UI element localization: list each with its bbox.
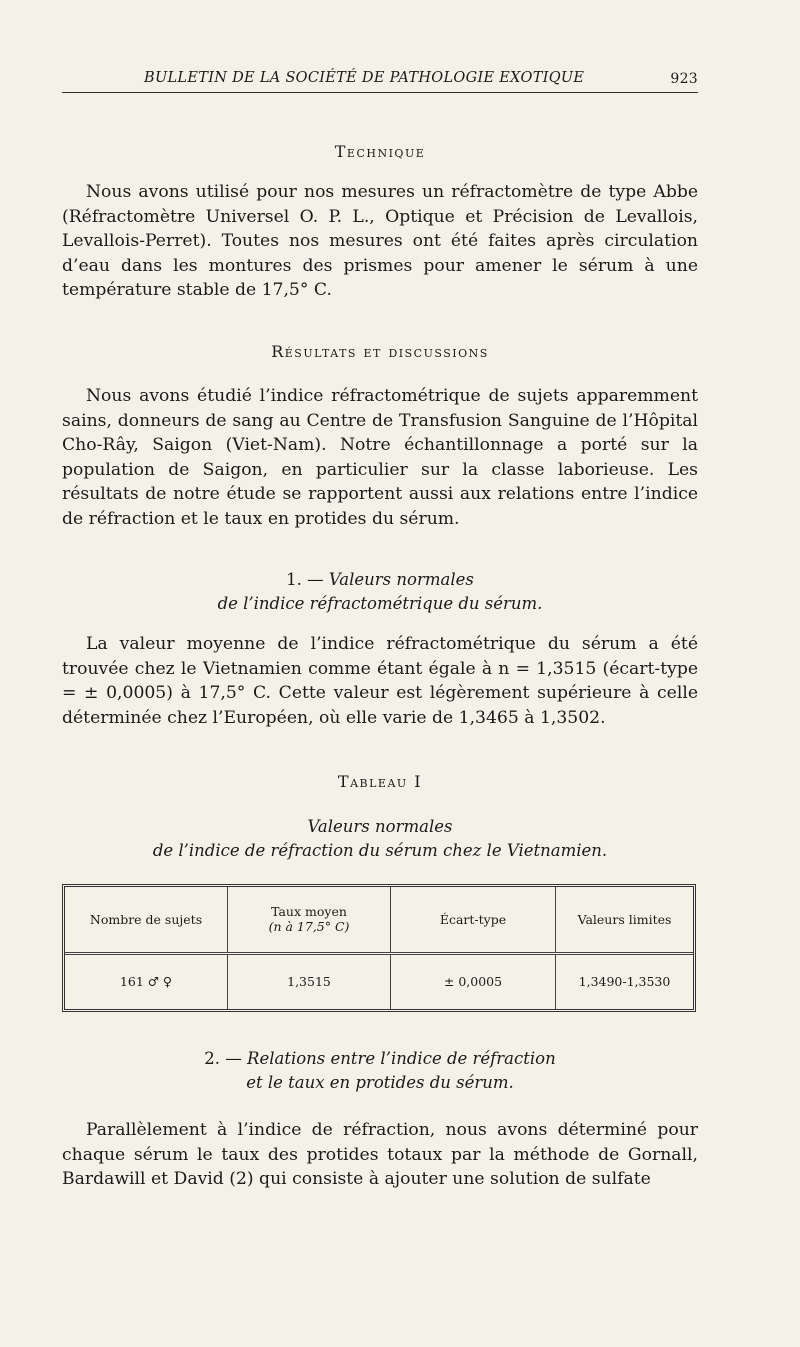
results-heading: Résultats et discussions — [271, 342, 489, 361]
table-caption-line2: de l’indice de réfraction du sérum chez le Vietnamien. — [152, 841, 608, 860]
section2-title-line1: Relations entre l’indice de réfraction — [247, 1049, 556, 1068]
cell-mean: 1,3515 — [228, 953, 391, 1009]
results-paragraph: Nous avons étudié l’indice réfractométrique de sujets apparemment sains, donneurs de sang au Centre de Transfusion Sanguine de l’Hôpital Cho-Rây, Saigon (Viet-Nam). Notre échantillonnage a porté sur la population de Saigon, en particulier sur la classe laborieuse. Les résultats de notre étude se rapportent aussi aux relations entre l’indice de réfraction et le taux en protides du sérum. — [62, 386, 698, 529]
col-mean-label: Taux moyen — [271, 904, 347, 920]
table-caption-line1: Valeurs normales — [307, 817, 453, 836]
section1-title-line2: de l’indice réfractométrique du sérum. — [217, 594, 543, 613]
table-caption — [62, 815, 698, 863]
col-subjects-header: Nombre de sujets — [89, 911, 203, 927]
page — [62, 0, 698, 1347]
section2-title-line2: et le taux en protides du sérum. — [246, 1073, 514, 1092]
running-head — [62, 68, 698, 93]
col-std-header: Écart-type — [391, 887, 556, 953]
section2-title — [62, 1047, 698, 1095]
col-mean-sub: (n à 17,5° C) — [268, 919, 350, 935]
data-table — [65, 887, 693, 1009]
cell-limits: 1,3490-1,3530 — [556, 953, 694, 1009]
section1-paragraph: La valeur moyenne de l’indice réfractométrique du sérum a été trouvée chez le Vietnamien comme étant égale à n = 1,3515 (écart-type = ± 0,0005) à 17,5° C. Cette valeur est légèrement supérieure à celle déterminée chez l’Européen, où elle varie de 1,3465 à 1,3502. — [62, 634, 698, 728]
technique-paragraph: Nous avons utilisé pour nos mesures un réfractomètre de type Abbe (Réfractomètre Universel O. P. L., Optique et Précision de Levallois, Levallois-Perret). Toutes nos mesures ont été faites après circulation d’eau dans les montures des prismes pour amener le sérum à une température stable de 17,5° C. — [62, 182, 698, 301]
section1-number: 1. — [286, 570, 302, 589]
technique-heading: Technique — [334, 142, 426, 161]
section2-number: 2. — [204, 1049, 221, 1068]
section1-title — [62, 568, 698, 616]
cell-subjects: 161 ♂ ♀ — [119, 974, 173, 990]
table-label: Tableau I — [337, 772, 423, 791]
table-row — [65, 953, 693, 1009]
cell-std: ± 0,0005 — [391, 953, 556, 1009]
section1-dash: — — [307, 570, 324, 589]
section2-dash: — — [225, 1049, 242, 1068]
table-header-row — [65, 887, 693, 953]
journal-title: BULLETIN DE LA SOCIÉTÉ DE PATHOLOGIE EXOTIQUE — [144, 70, 585, 86]
values-table — [62, 884, 696, 1012]
col-mean-header — [228, 887, 391, 953]
section2-paragraph: Parallèlement à l’indice de réfraction, nous avons déterminé pour chaque sérum le taux des protides totaux par la méthode de Gornall, Bardawill et David (2) qui consiste à ajouter une solution de sulfate — [62, 1120, 698, 1190]
page-number: 923 — [670, 71, 698, 87]
section1-title-line1: Valeurs normales — [328, 570, 474, 589]
col-limits-header: Valeurs limites — [556, 887, 694, 953]
